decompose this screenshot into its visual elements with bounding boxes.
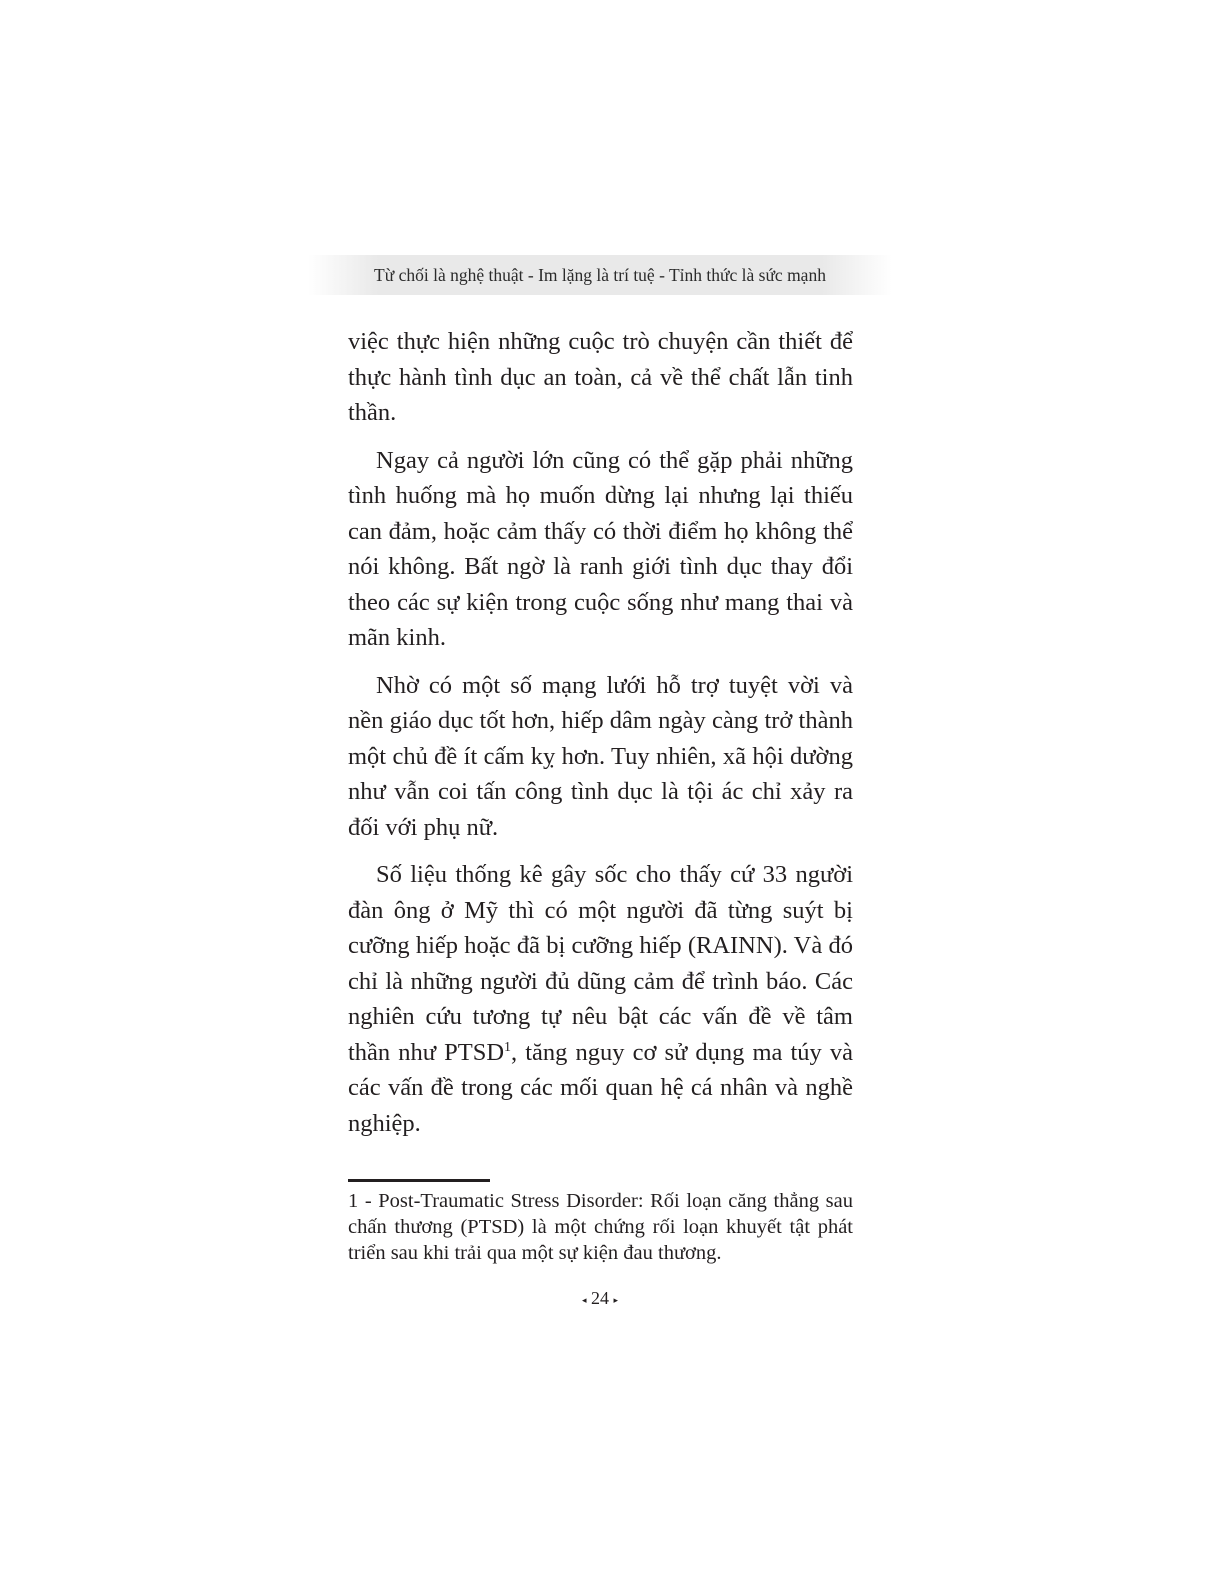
page-number [548, 1286, 652, 1312]
triangle-right-icon: ▸ [613, 1294, 619, 1305]
running-header [308, 255, 892, 295]
footnote-text: 1 - Post-Traumatic Stress Disorder: Rối loạn căng thẳng sau chấn thương (PTSD) là một chứng rối loạn khuyết tật phát triển sau khi trải qua một sự kiện đau thương. [348, 1190, 853, 1264]
footnote-reference: 1 [504, 1039, 512, 1055]
paragraph-text-after-ref: , tăng nguy cơ sử dụng ma túy và các vấn đề trong các mối quan hệ cá nhân và nghề nghiệp. [348, 1038, 854, 1137]
paragraph-with-footnote [348, 857, 853, 1141]
main-text [348, 324, 853, 1153]
triangle-left-icon: ◂ [581, 1294, 587, 1305]
running-header-title: Từ chối là nghệ thuật - Im lặng là trí tuệ - Tỉnh thức là sức mạnh [374, 265, 826, 285]
paragraph-continued: việc thực hiện những cuộc trò chuyện cần thiết để thực hành tình dục an toàn, cả về thể chất lẫn tinh thần. [348, 328, 853, 426]
paragraph-text-before-ref: Số liệu thống kê gây sốc cho thấy cứ 33 người đàn ông ở Mỹ thì có một người đã từng suýt bị cưỡng hiếp hoặc đã bị cưỡng hiếp (RAINN). Và đó chỉ là những người đủ dũng cảm để trình báo. Các nghiên cứu tương tự nêu bật các vấn đề về tâm thần như PTSD [348, 861, 853, 1066]
footnote [348, 1188, 853, 1266]
footnote-divider [348, 1179, 490, 1182]
paragraph: Ngay cả người lớn cũng có thể gặp phải những tình huống mà họ muốn dừng lại nhưng lại thiếu can đảm, hoặc cảm thấy có thời điểm họ không thể nói không. Bất ngờ là ranh giới tình dục thay đổi theo các sự kiện trong cuộc sống như mang thai và mãn kinh. [348, 446, 853, 651]
page-number-value: 24 [591, 1288, 609, 1308]
paragraph: Nhờ có một số mạng lưới hỗ trợ tuyệt vời và nền giáo dục tốt hơn, hiếp dâm ngày càng trở thành một chủ đề ít cấm kỵ hơn. Tuy nhiên, xã hội dường như vẫn coi tấn công tình dục là tội ác chỉ xảy ra đối với phụ nữ. [348, 671, 853, 841]
